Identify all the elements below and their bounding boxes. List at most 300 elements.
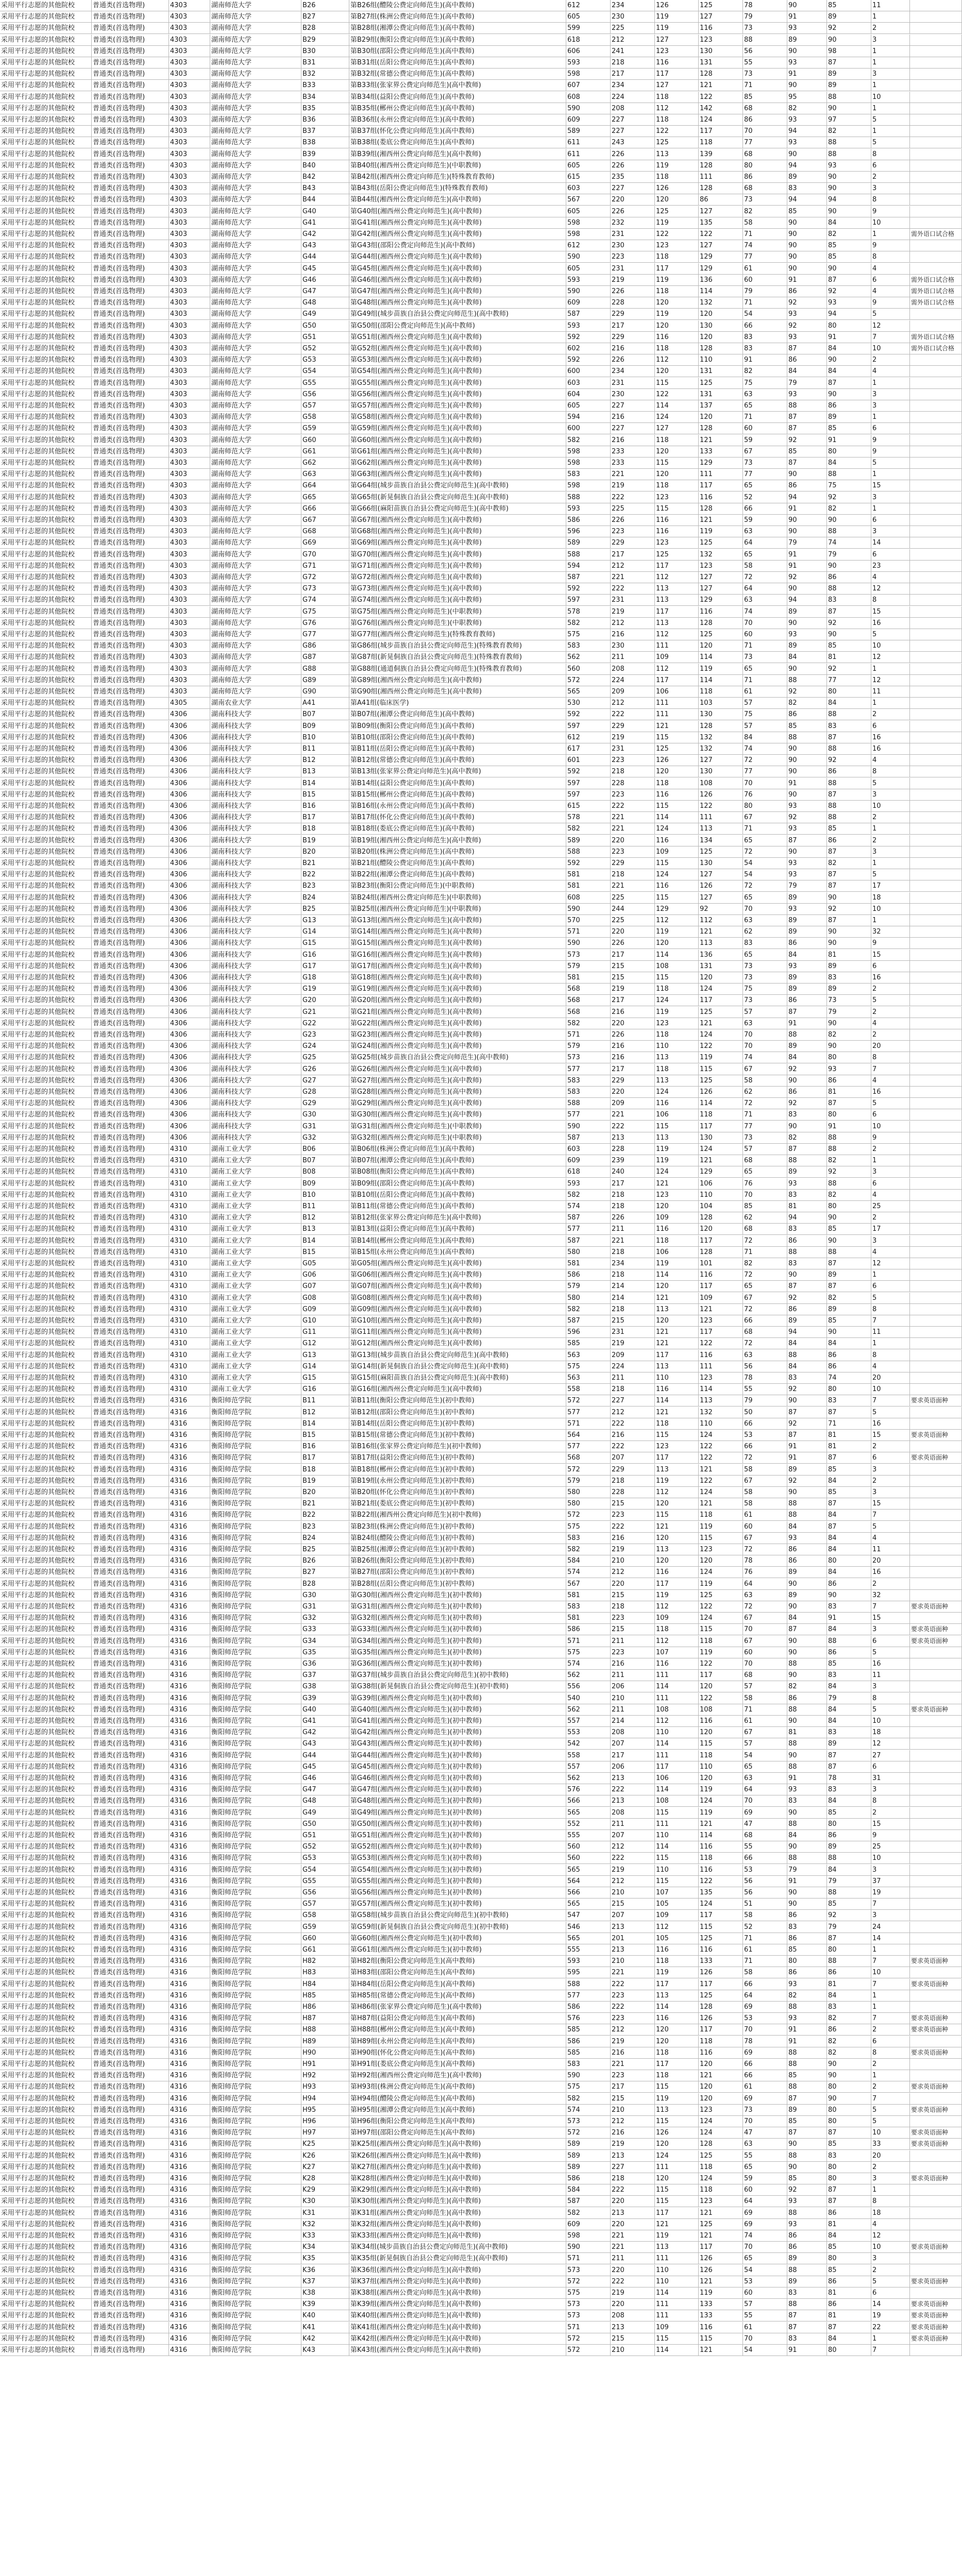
subject4-score-cell: 80 (827, 2253, 871, 2264)
category-cell: 普通类(首选物理) (92, 1601, 169, 1613)
subject4-score-cell: 80 (827, 1201, 871, 1212)
group-code-cell: G44 (301, 1750, 349, 1761)
subject3-score-cell: 88 (787, 1704, 827, 1716)
rank-cell: 16 (871, 732, 910, 743)
school-name-cell: 湖南工业大学 (210, 1372, 301, 1384)
group-name-cell: 第G08组(湘西州公费定向师范生)(高中教师) (349, 1293, 566, 1304)
batch-cell: 采用平行志愿的其他院校 (0, 0, 92, 11)
school-code-cell: 4306 (169, 823, 210, 835)
subject3-score-cell: 91 (787, 549, 827, 561)
group-code-cell: K41 (301, 2322, 349, 2333)
category-cell: 普通类(首选物理) (92, 2139, 169, 2150)
rank-cell: 16 (871, 743, 910, 755)
table-row (0, 1018, 962, 1029)
group-name-cell: 第G64组(城步苗族自治县公费定向师范生)(高中教师) (349, 480, 566, 492)
category-cell: 普通类(首选物理) (92, 743, 169, 755)
chinese-math-score-cell: 223 (611, 2070, 655, 2081)
remark-cell: 需外语口试合格 (910, 275, 962, 286)
school-name-cell: 湖南师范大学 (210, 423, 301, 434)
remark-cell (910, 2162, 962, 2173)
total-score-cell: 562 (566, 652, 611, 663)
rank-cell: 19 (871, 1887, 910, 1899)
subject3-score-cell: 83 (787, 1795, 827, 1807)
school-code-cell: 4310 (169, 1269, 210, 1281)
category-cell: 普通类(首选物理) (92, 606, 169, 618)
subject4-score-cell: 90 (827, 354, 871, 366)
chinese-math-score-cell: 226 (611, 149, 655, 160)
school-name-cell: 衡阳师范学院 (210, 1441, 301, 1452)
subject2-score-cell: 67 (743, 812, 787, 823)
table-row (0, 1041, 962, 1052)
chinese-math-score-cell: 216 (611, 1041, 655, 1052)
school-name-cell: 衡阳师范学院 (210, 2242, 301, 2253)
table-row (0, 1476, 962, 1487)
subject1-score-cell: 122 (699, 1658, 743, 1670)
subject4-score-cell: 85 (827, 1899, 871, 1910)
chinese-math-score-cell: 243 (611, 137, 655, 148)
group-code-cell: G32 (301, 1613, 349, 1624)
foreign-lang-score-cell: 119 (655, 1155, 699, 1166)
batch-cell: 采用平行志愿的其他院校 (0, 1967, 92, 1978)
school-name-cell: 湖南师范大学 (210, 606, 301, 618)
rank-cell: 3 (871, 846, 910, 858)
total-score-cell: 563 (566, 1350, 611, 1361)
chinese-math-score-cell: 228 (611, 297, 655, 309)
subject4-score-cell: 90 (827, 561, 871, 572)
chinese-math-score-cell: 228 (611, 778, 655, 789)
school-code-cell: 4303 (169, 549, 210, 561)
subject1-score-cell: 118 (699, 1636, 743, 1647)
subject4-score-cell: 88 (827, 469, 871, 480)
rank-cell: 3 (871, 1624, 910, 1635)
chinese-math-score-cell: 221 (611, 880, 655, 892)
group-code-cell: G77 (301, 629, 349, 640)
remark-cell (910, 1098, 962, 1109)
school-name-cell: 衡阳师范学院 (210, 2059, 301, 2070)
rank-cell: 6 (871, 549, 910, 561)
subject4-score-cell: 80 (827, 2116, 871, 2127)
total-score-cell: 568 (566, 1007, 611, 1018)
remark-cell (910, 1990, 962, 2002)
school-name-cell: 湖南师范大学 (210, 183, 301, 194)
total-score-cell: 575 (566, 1361, 611, 1372)
subject4-score-cell: 87 (827, 1521, 871, 1533)
remark-cell: 要求英语面种 (910, 2310, 962, 2321)
group-code-cell: G59 (301, 423, 349, 434)
remark-cell (910, 217, 962, 229)
group-name-cell: 第K31组(湘西州公费定向师范生)(高中教师) (349, 2208, 566, 2219)
subject1-score-cell: 125 (699, 1075, 743, 1087)
total-score-cell: 557 (566, 1761, 611, 1773)
category-cell: 普通类(首选物理) (92, 435, 169, 446)
subject3-score-cell: 87 (787, 2093, 827, 2105)
category-cell: 普通类(首选物理) (92, 1384, 169, 1395)
chinese-math-score-cell: 222 (611, 1979, 655, 1990)
school-name-cell: 衡阳师范学院 (210, 1704, 301, 1716)
remark-cell: 要求英语面种 (910, 2013, 962, 2024)
chinese-math-score-cell: 216 (611, 1430, 655, 1441)
school-code-cell: 4306 (169, 789, 210, 801)
foreign-lang-score-cell: 126 (655, 183, 699, 194)
category-cell: 普通类(首选物理) (92, 251, 169, 263)
group-name-cell: 第G70组(湘西州公费定向师范生)(高中教师) (349, 549, 566, 561)
category-cell: 普通类(首选物理) (92, 1281, 169, 1292)
subject2-score-cell: 60 (743, 1521, 787, 1533)
rank-cell: 15 (871, 480, 910, 492)
chinese-math-score-cell: 216 (611, 1658, 655, 1670)
batch-cell: 采用平行志愿的其他院校 (0, 801, 92, 812)
chinese-math-score-cell: 212 (611, 1876, 655, 1887)
subject1-score-cell: 126 (699, 789, 743, 801)
batch-cell: 采用平行志愿的其他院校 (0, 126, 92, 137)
batch-cell: 采用平行志愿的其他院校 (0, 1132, 92, 1144)
school-name-cell: 湖南科技大学 (210, 858, 301, 869)
subject4-score-cell: 88 (827, 743, 871, 755)
remark-cell (910, 1487, 962, 1498)
table-row (0, 172, 962, 183)
subject4-score-cell: 79 (827, 549, 871, 561)
subject2-score-cell: 83 (743, 332, 787, 343)
category-cell: 普通类(首选物理) (92, 595, 169, 606)
school-code-cell: 4303 (169, 251, 210, 263)
subject4-score-cell: 73 (827, 995, 871, 1006)
total-score-cell: 603 (566, 183, 611, 194)
total-score-cell: 582 (566, 823, 611, 835)
school-code-cell: 4316 (169, 2184, 210, 2196)
remark-cell (910, 1064, 962, 1075)
category-cell: 普通类(首选物理) (92, 1007, 169, 1018)
foreign-lang-score-cell: 111 (655, 1750, 699, 1761)
rank-cell: 2 (871, 1029, 910, 1041)
group-code-cell: B23 (301, 880, 349, 892)
subject3-score-cell: 82 (787, 103, 827, 114)
remark-cell (910, 23, 962, 34)
school-name-cell: 衡阳师范学院 (210, 2081, 301, 2093)
foreign-lang-score-cell: 127 (655, 35, 699, 46)
subject1-score-cell: 125 (699, 378, 743, 389)
group-code-cell: G14 (301, 926, 349, 938)
table-row (0, 1132, 962, 1144)
remark-cell (910, 1761, 962, 1773)
remark-cell (910, 194, 962, 206)
batch-cell: 采用平行志愿的其他院校 (0, 572, 92, 583)
category-cell: 普通类(首选物理) (92, 126, 169, 137)
table-row (0, 1956, 962, 1967)
school-code-cell: 4316 (169, 2242, 210, 2253)
school-name-cell: 衡阳师范学院 (210, 2299, 301, 2310)
table-row (0, 2093, 962, 2105)
school-code-cell: 4305 (169, 698, 210, 709)
school-name-cell: 湖南工业大学 (210, 1201, 301, 1212)
subject3-score-cell: 93 (787, 801, 827, 812)
group-name-cell: 第H95组(湘潭公费定向师范生)(高中教师) (349, 2105, 566, 2116)
remark-cell (910, 664, 962, 675)
remark-cell: 要求英语面种 (910, 2322, 962, 2333)
batch-cell: 采用平行志愿的其他院校 (0, 160, 92, 172)
subject1-score-cell: 125 (699, 629, 743, 640)
remark-cell: 要求英语面种 (910, 1601, 962, 1613)
school-name-cell: 衡阳师范学院 (210, 2253, 301, 2264)
subject3-score-cell: 86 (787, 1693, 827, 1704)
group-code-cell: G36 (301, 1658, 349, 1670)
subject2-score-cell: 69 (743, 2002, 787, 2013)
group-name-cell: 第H97组(邵阳公费定向师范生)(高中教师) (349, 2127, 566, 2139)
subject3-score-cell: 83 (787, 2333, 827, 2345)
group-name-cell: 第A41组(临床医学) (349, 698, 566, 709)
group-name-cell: 第H84组(岳阳公费定向师范生)(高中教师) (349, 1979, 566, 1990)
subject3-score-cell: 90 (787, 2139, 827, 2150)
table-row (0, 217, 962, 229)
category-cell: 普通类(首选物理) (92, 320, 169, 332)
subject3-score-cell: 94 (787, 160, 827, 172)
category-cell: 普通类(首选物理) (92, 297, 169, 309)
school-code-cell: 4306 (169, 1075, 210, 1087)
chinese-math-score-cell: 223 (611, 755, 655, 766)
school-name-cell: 衡阳师范学院 (210, 1395, 301, 1406)
group-name-cell: 第K36组(湘西州公费定向师范生)(高中教师) (349, 2265, 566, 2276)
school-code-cell: 4316 (169, 2036, 210, 2047)
category-cell: 普通类(首选物理) (92, 732, 169, 743)
chinese-math-score-cell: 223 (611, 251, 655, 263)
chinese-math-score-cell: 208 (611, 103, 655, 114)
foreign-lang-score-cell: 110 (655, 1865, 699, 1876)
remark-cell (910, 1807, 962, 1819)
subject1-score-cell: 132 (699, 549, 743, 561)
group-code-cell: G70 (301, 549, 349, 561)
school-code-cell: 4303 (169, 435, 210, 446)
subject2-score-cell: 72 (743, 1452, 787, 1464)
table-row (0, 343, 962, 354)
group-name-cell: 第G45组(湘西州公费定向师范生)(初中教师) (349, 1761, 566, 1773)
subject2-score-cell: 62 (743, 1212, 787, 1224)
school-code-cell: 4316 (169, 1795, 210, 1807)
rank-cell: 6 (871, 275, 910, 286)
category-cell: 普通类(首选物理) (92, 1452, 169, 1464)
remark-cell (910, 1853, 962, 1864)
group-code-cell: B07 (301, 1155, 349, 1166)
foreign-lang-score-cell: 124 (655, 412, 699, 423)
group-code-cell: G30 (301, 1590, 349, 1601)
batch-cell: 采用平行志愿的其他院校 (0, 1476, 92, 1487)
school-name-cell: 湖南师范大学 (210, 172, 301, 183)
foreign-lang-score-cell: 113 (655, 618, 699, 629)
rank-cell: 8 (871, 1693, 910, 1704)
subject3-score-cell: 92 (787, 435, 827, 446)
subject2-score-cell: 68 (743, 1830, 787, 1841)
rank-cell: 23 (871, 561, 910, 572)
subject3-score-cell: 92 (787, 812, 827, 823)
foreign-lang-score-cell: 115 (655, 801, 699, 812)
rank-cell: 3 (871, 2253, 910, 2264)
batch-cell: 采用平行志愿的其他院校 (0, 69, 92, 80)
table-row (0, 1761, 962, 1773)
remark-cell (910, 755, 962, 766)
category-cell: 普通类(首选物理) (92, 378, 169, 389)
category-cell: 普通类(首选物理) (92, 995, 169, 1006)
table-row (0, 1807, 962, 1819)
foreign-lang-score-cell: 111 (655, 1819, 699, 1830)
table-row (0, 1304, 962, 1315)
chinese-math-score-cell: 225 (611, 915, 655, 926)
batch-cell: 采用平行志愿的其他院校 (0, 103, 92, 114)
rank-cell: 11 (871, 1670, 910, 1681)
subject2-score-cell: 70 (743, 1624, 787, 1635)
total-score-cell: 612 (566, 0, 611, 11)
category-cell: 普通类(首选物理) (92, 343, 169, 354)
subject3-score-cell: 92 (787, 1418, 827, 1430)
foreign-lang-score-cell: 115 (655, 2333, 699, 2345)
table-row (0, 1521, 962, 1533)
rank-cell: 3 (871, 2173, 910, 2184)
group-name-cell: 第B14组(益阳公费定向师范生)(高中教师) (349, 778, 566, 789)
subject1-score-cell: 129 (699, 595, 743, 606)
foreign-lang-score-cell: 114 (655, 1841, 699, 1853)
chinese-math-score-cell: 229 (611, 537, 655, 549)
school-name-cell: 湖南科技大学 (210, 766, 301, 777)
subject3-score-cell: 93 (787, 2219, 827, 2230)
group-name-cell: 第G31组(湘西州公费定向师范生)(初中教师) (349, 1601, 566, 1613)
total-score-cell: 576 (566, 1784, 611, 1795)
batch-cell: 采用平行志愿的其他院校 (0, 1647, 92, 1658)
subject3-score-cell: 81 (787, 1201, 827, 1212)
group-name-cell: 第K35组(新晃侗族自治县公费定向师范生)(高中教师) (349, 2253, 566, 2264)
chinese-math-score-cell: 219 (611, 480, 655, 492)
chinese-math-score-cell: 221 (611, 823, 655, 835)
total-score-cell: 607 (566, 80, 611, 91)
table-row (0, 1579, 962, 1590)
subject2-score-cell: 61 (743, 2081, 787, 2093)
rank-cell: 2 (871, 835, 910, 846)
subject1-score-cell: 128 (699, 618, 743, 629)
school-code-cell: 4316 (169, 2047, 210, 2059)
subject1-score-cell: 122 (699, 1693, 743, 1704)
subject2-score-cell: 83 (743, 938, 787, 949)
foreign-lang-score-cell: 115 (655, 972, 699, 984)
foreign-lang-score-cell: 114 (655, 2287, 699, 2299)
category-cell: 普通类(首选物理) (92, 103, 169, 114)
rank-cell: 10 (871, 2242, 910, 2253)
subject3-score-cell: 83 (787, 1109, 827, 1121)
subject1-score-cell: 114 (699, 1098, 743, 1109)
school-code-cell: 4316 (169, 2276, 210, 2287)
total-score-cell: 597 (566, 721, 611, 732)
chinese-math-score-cell: 213 (611, 2322, 655, 2333)
subject2-score-cell: 78 (743, 1555, 787, 1567)
school-name-cell: 湖南科技大学 (210, 1098, 301, 1109)
chinese-math-score-cell: 209 (611, 1098, 655, 1109)
subject1-score-cell: 119 (699, 1521, 743, 1533)
subject2-score-cell: 68 (743, 1155, 787, 1166)
chinese-math-score-cell: 222 (611, 492, 655, 503)
rank-cell: 10 (871, 1967, 910, 1978)
subject2-score-cell: 66 (743, 2059, 787, 2070)
school-name-cell: 湖南师范大学 (210, 251, 301, 263)
subject1-score-cell: 127 (699, 206, 743, 217)
chinese-math-score-cell: 223 (611, 2013, 655, 2024)
school-name-cell: 湖南师范大学 (210, 149, 301, 160)
foreign-lang-score-cell: 116 (655, 835, 699, 846)
school-name-cell: 湖南师范大学 (210, 492, 301, 503)
remark-cell (910, 1166, 962, 1178)
foreign-lang-score-cell: 121 (655, 1521, 699, 1533)
table-row (0, 675, 962, 686)
foreign-lang-score-cell: 112 (655, 664, 699, 675)
school-code-cell: 4306 (169, 1121, 210, 1132)
foreign-lang-score-cell: 120 (655, 766, 699, 777)
rank-cell: 32 (871, 1590, 910, 1601)
group-name-cell: 第B19组(湘西州公费定向师范生)(高中教师) (349, 835, 566, 846)
foreign-lang-score-cell: 112 (655, 629, 699, 640)
school-name-cell: 湖南师范大学 (210, 595, 301, 606)
remark-cell (910, 1372, 962, 1384)
group-code-cell: G63 (301, 469, 349, 480)
group-name-cell: 第K37组(湘西州公费定向师范生)(高中教师) (349, 2276, 566, 2287)
category-cell: 普通类(首选物理) (92, 1064, 169, 1075)
school-code-cell: 4316 (169, 1773, 210, 1784)
school-code-cell: 4303 (169, 389, 210, 400)
chinese-math-score-cell: 210 (611, 2345, 655, 2356)
category-cell: 普通类(首选物理) (92, 1395, 169, 1406)
remark-cell (910, 1716, 962, 1727)
chinese-math-score-cell: 211 (611, 2253, 655, 2264)
subject4-score-cell: 80 (827, 1109, 871, 1121)
rank-cell: 4 (871, 286, 910, 297)
group-name-cell: 第G27组(湘西州公费定向师范生)(高中教师) (349, 1075, 566, 1087)
subject3-score-cell: 86 (787, 286, 827, 297)
table-row (0, 1293, 962, 1304)
chinese-math-score-cell: 213 (611, 1944, 655, 1956)
subject3-score-cell: 79 (787, 537, 827, 549)
subject1-score-cell: 119 (699, 1052, 743, 1063)
foreign-lang-score-cell: 120 (655, 1201, 699, 1212)
table-row (0, 1315, 962, 1327)
subject4-score-cell: 82 (827, 503, 871, 515)
chinese-math-score-cell: 217 (611, 549, 655, 561)
school-name-cell: 湖南工业大学 (210, 1247, 301, 1258)
school-code-cell: 4306 (169, 984, 210, 995)
foreign-lang-score-cell: 117 (655, 263, 699, 275)
foreign-lang-score-cell: 108 (655, 1704, 699, 1716)
batch-cell: 采用平行志愿的其他院校 (0, 1510, 92, 1521)
subject2-score-cell: 71 (743, 1933, 787, 1944)
subject1-score-cell: 123 (699, 2196, 743, 2207)
rank-cell: 1 (871, 503, 910, 515)
remark-cell (910, 1510, 962, 1521)
category-cell: 普通类(首选物理) (92, 2047, 169, 2059)
batch-cell: 采用平行志愿的其他院校 (0, 721, 92, 732)
table-row (0, 46, 962, 57)
total-score-cell: 571 (566, 2322, 611, 2333)
total-score-cell: 600 (566, 366, 611, 377)
total-score-cell: 618 (566, 35, 611, 46)
table-row (0, 1075, 962, 1087)
foreign-lang-score-cell: 115 (655, 1853, 699, 1864)
rank-cell: 8 (871, 1350, 910, 1361)
subject2-score-cell: 54 (743, 309, 787, 320)
category-cell: 普通类(首选物理) (92, 2253, 169, 2264)
category-cell: 普通类(首选物理) (92, 2002, 169, 2013)
school-code-cell: 4303 (169, 126, 210, 137)
category-cell: 普通类(首选物理) (92, 2219, 169, 2230)
group-name-cell: 第G56组(湘西州公费定向师范生)(高中教师) (349, 389, 566, 400)
category-cell: 普通类(首选物理) (92, 1865, 169, 1876)
school-code-cell: 4316 (169, 1716, 210, 1727)
group-name-cell: 第G57组(湘西州公费定向师范生)(高中教师) (349, 400, 566, 412)
school-code-cell: 4306 (169, 1098, 210, 1109)
subject1-score-cell: 114 (699, 1830, 743, 1841)
remark-cell (910, 846, 962, 858)
subject3-score-cell: 83 (787, 1224, 827, 1235)
